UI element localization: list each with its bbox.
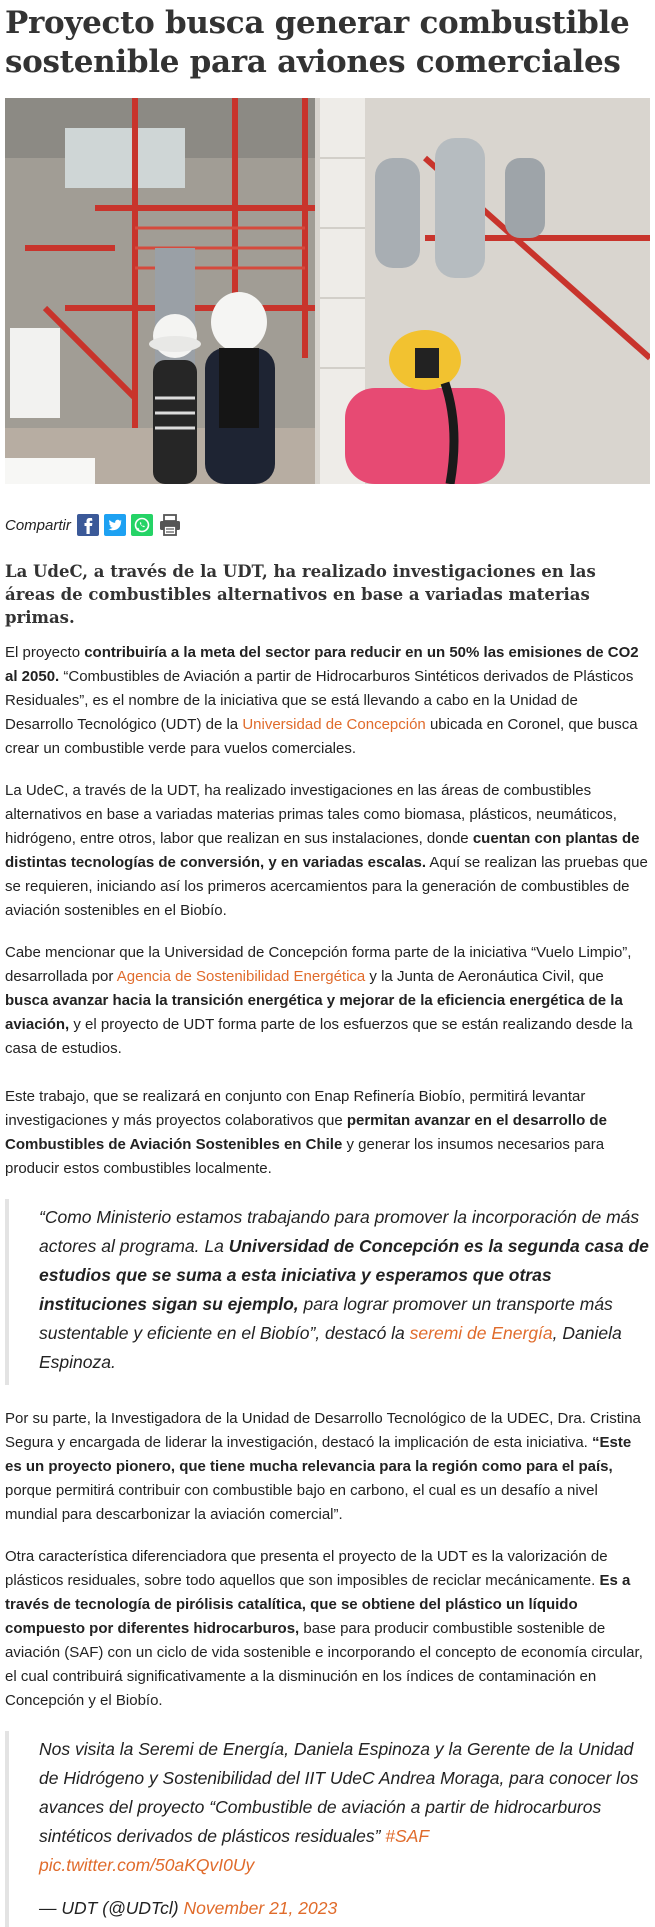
tweet-date-link[interactable]: November 21, 2023 [183,1898,338,1918]
embedded-tweet [5,1731,650,1927]
paragraph-5: Por su parte, la Investigadora de la Unidad de Desarrollo Tecnológico de la UDEC, Dra. Cristina Segura y encargada de liderar la investigación, destacó la implicación de esta iniciativa. “Este es un proyecto pionero, que tiene mucha relevancia para la región como para el país, porque permitirá contribuir con combustible bajo en carbono, el cual es un desafío a nivel mundial para descarbonizar la aviación comercial”. [5,1410,641,1523]
share-bar [5,510,650,540]
paragraph-3: Cabe mencionar que la Universidad de Concepción forma parte de la iniciativa “Vuelo Limpio”, desarrollada por Agencia de Sostenibilidad Energética y la Junta de Aeronáutica Civil, que busca avanzar hacia la transición energética y mejorar de la eficiencia energética de la aviación, y el proyecto de UDT forma parte de los esfuerzos que se están realizando desde la casa de estudios. [5,944,633,1057]
hero-image [5,98,650,484]
ministry-quote: “Como Ministerio estamos trabajando para promover la incorporación de más actores al programa. La Universidad de Concepción es la segunda casa de estudios que se suma a esta iniciativa y esperamos que otras instituciones sigan su ejemplo, para lograr promover un transporte más sustentable y eficiente en el Biobío”, destacó la seremi de Energía, Daniela Espinoza. [5,1199,650,1385]
paragraph-1: El proyecto contribuiría a la meta del sector para reducir en un 50% las emisiones de CO2 al 2050. “Combustibles de Aviación a partir de Hidrocarburos Sintéticos derivados de Plásticos Residuales”, es el nombre de la iniciativa que se está llevando a cabo en la Unidad de Desarrollo Tecnológico (UDT) de la Universidad de Concepción ubicada en Coronel, que busca crear un combustible verde para vuelos comerciales. [5,644,639,757]
paragraph-4: Este trabajo, que se realizará en conjunto con Enap Refinería Biobío, permitirá levantar investigaciones y más proyectos colaborativos que permitan avanzar en el desarrollo de Combustibles de Aviación Sostenibles en Chile y generar los insumos necesarios para producir estos combustibles localmente. [5,1088,607,1177]
hero-photo-illustration [5,98,650,484]
quote-bold: Universidad de Concepción es la segunda casa de estudios que se suma a esta iniciativa y esperamos que otras instituciones sigan su ejemplo, [39,1236,649,1314]
tweet-pic-link[interactable]: pic.twitter.com/50aKQvI0Uy [39,1855,255,1875]
facebook-icon[interactable] [77,514,99,536]
paragraph-5-bold: “Este es un proyecto pionero, que tiene mucha relevancia para la región como para el país, [5,1434,632,1475]
tweet-text: Nos visita la Seremi de Energía, Daniela Espinoza y la Gerente de la Unidad de Hidrógeno y Sostenibilidad del IIT UdeC Andrea Moraga, para conocer los avances del proyecto “Combustible de aviación a partir de hidrocarburos sintéticos derivados de plásticos residuales” #SAF pic.twitter.com/50aKQvI0Uy [39,1739,639,1875]
paragraph-3-bold: busca avanzar hacia la transición energética y mejorar de la eficiencia energética de la aviación, [5,992,623,1033]
paragraph-6-bold: Es a través de tecnología de pirólisis catalítica, que se obtiene del plástico un líquido compuesto por diferentes hidrocarburos, [5,1572,631,1637]
article-lead: La UdeC, a través de la UDT, ha realizado investigaciones en las áreas de combustibles alternativos en base a variadas materias primas. [5,562,596,627]
tweet-hashtag-link[interactable]: #SAF [385,1826,430,1846]
paragraph-1-bold: contribuiría a la meta del sector para reducir en un 50% las emisiones de CO2 al 2050. [5,644,639,685]
link-universidad-de-concepcion[interactable]: Universidad de Concepción [242,716,426,733]
paragraph-4-bold: permitan avanzar en el desarrollo de Combustibles de Aviación Sostenibles en Chile [5,1112,607,1153]
article-title: Proyecto busca generar combustible sostenible para aviones comerciales [5,5,630,80]
tweet-byline: — UDT (@UDTcl) November 21, 2023 [39,1898,338,1918]
link-agencia-sostenibilidad-energetica[interactable]: Agencia de Sostenibilidad Energética [116,968,366,985]
print-icon[interactable] [158,514,180,536]
paragraph-2: La UdeC, a través de la UDT, ha realizado investigaciones en las áreas de combustibles alternativos en base a variadas materias primas tales como biomasa, plásticos, neumáticos, hidrógeno, entre otros, labor que realizan en sus instalaciones, donde cuentan con plantas de distintas tecnologías de conversión, y en variadas escalas. Aquí se realizan las pruebas que se requieren, iniciando así los primeros acercamientos para la generación de combustibles de aviación sostenibles en el Biobío. [5,782,648,919]
whatsapp-icon[interactable] [131,514,153,536]
paragraph-6: Otra característica diferenciadora que presenta el proyecto de la UDT es la valorización de plásticos residuales, sobre todo aquellos que son imposibles de reciclar mecánicamente. Es a través de tecnología de pirólisis catalítica, que se obtiene del plástico un líquido compuesto por diferentes hidrocarburos, base para producir combustible sostenible de aviación (SAF) con un ciclo de vida sostenible e incorporando el concepto de economía circular, el cual contribuirá significativamente a la disminución en los índices de contaminación en Concepción y el Biobío. [5,1548,643,1709]
paragraph-2-bold: cuentan con plantas de distintas tecnologías de conversión, y en variadas escalas. [5,830,640,871]
link-seremi-de-energia[interactable]: seremi de Energía [409,1323,553,1343]
twitter-icon[interactable] [104,514,126,536]
share-label: Compartir [5,516,71,534]
